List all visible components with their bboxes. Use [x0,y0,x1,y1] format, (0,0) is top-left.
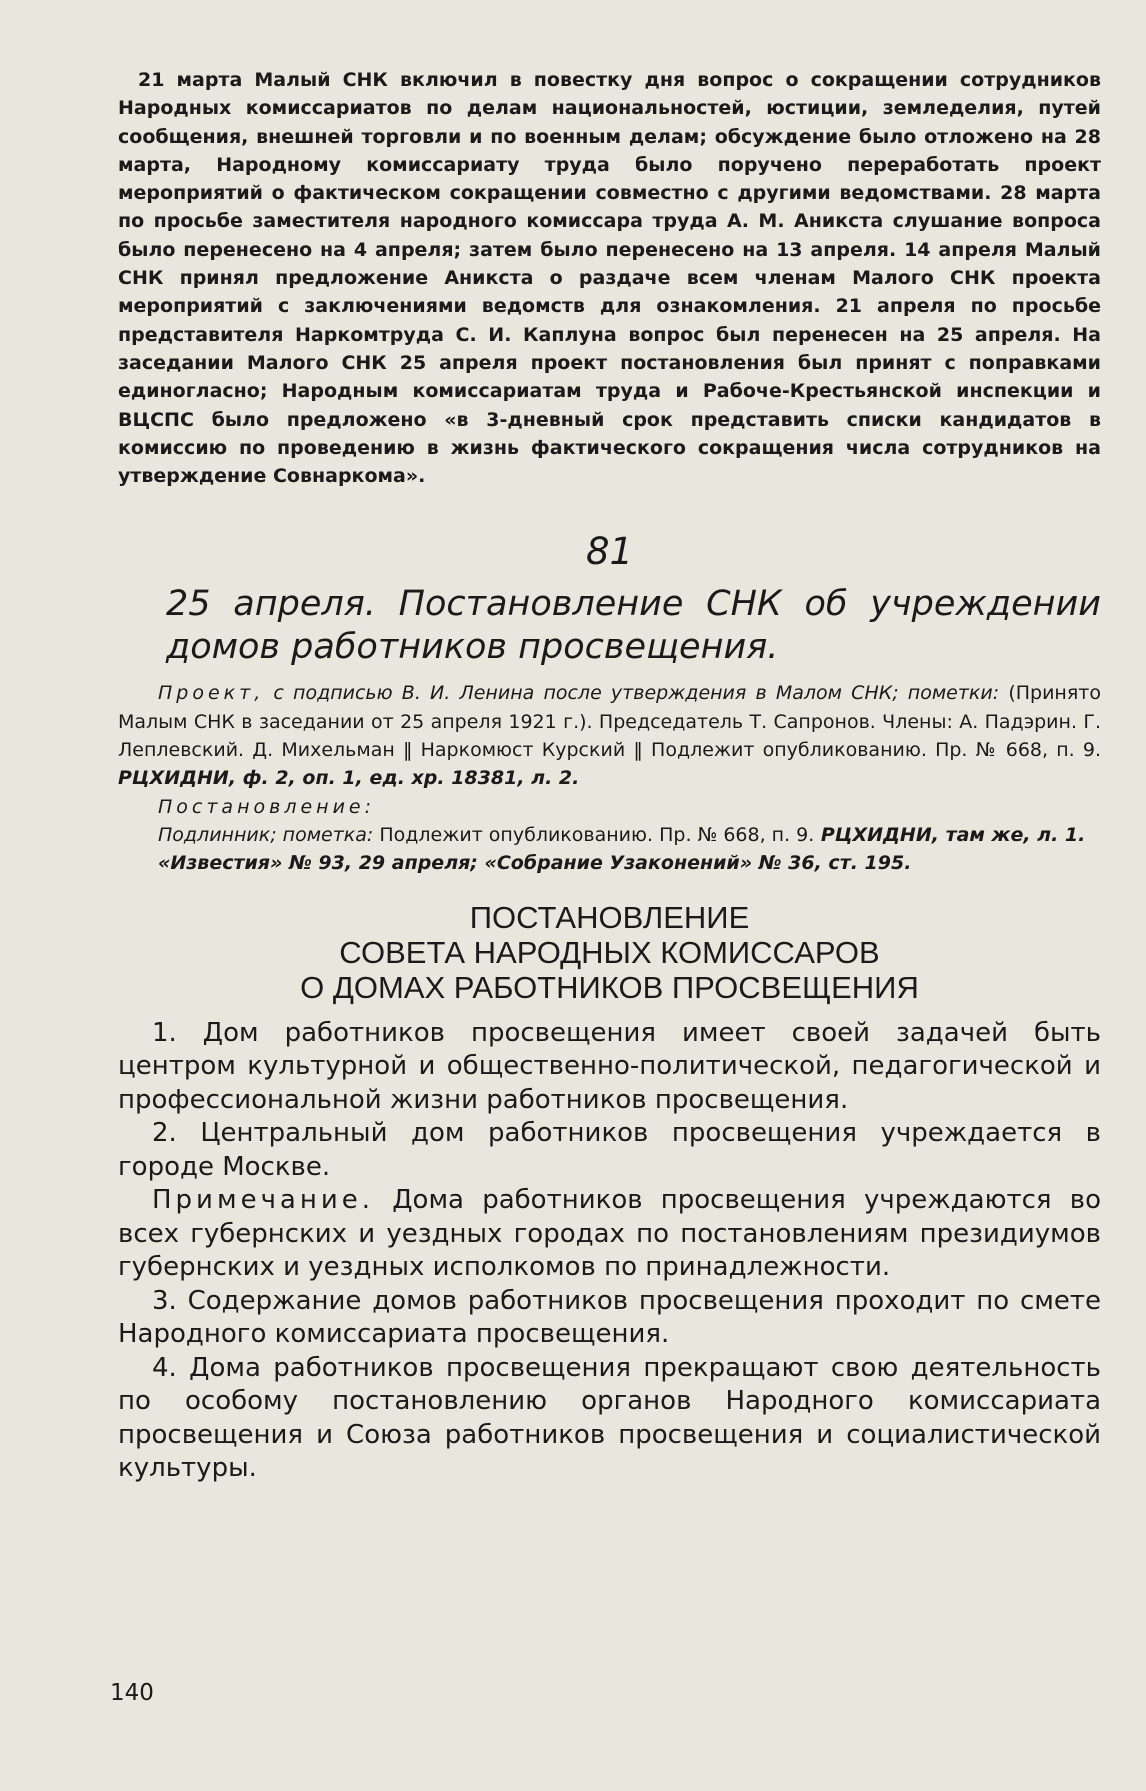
page-number: 140 [110,1680,154,1706]
decree-paragraph-2: 2. Центральный дом работников просвещения учреждается в городе Москве. [118,1118,1101,1182]
editorial-note: 21 марта Малый СНК включил в повестку дня вопрос о сокращении сотрудников Народных комиссариатов по делам национальностей, юстиции, земледелия, путей сообщения, внешней торговли и по военным делам; обсуждение было отложено на 28 марта, Народному комиссариату труда было поручено переработать проект мероприятий о фактическом сокращении совместно с другими ведомствами. 28 марта по просьбе заместителя народного комиссара труда А. М. Аникста слушание вопроса было перенесено на 4 апреля; затем было перенесено на 13 апреля. 14 апреля Малый СНК принял предложение Аникста о раздаче всем членам Малого СНК проекта мероприятий с заключениями ведомств для ознакомления. 21 апреля по просьбе представителя Наркомтруда С. И. Каплуна вопрос был перенесен на 25 апреля. На заседании Малого СНК 25 апреля проект постановления был принят с поправками единогласно; Народным комиссариатам труда и Рабоче-Крестьянской инспекции и ВЦСПС было предложено «в 3-дневный срок представить списки кандидатов в комиссию по проведению в жизнь фактического сокращения числа сотрудников на утверждение Совнаркома». [118,69,1101,488]
decree-body [118,1017,1101,1486]
decree-title-line: ПОСТАНОВЛЕНИЕ [469,899,750,935]
decree-title-line: О ДОМАХ РАБОТНИКОВ ПРОСВЕЩЕНИЯ [300,969,919,1005]
original-archive: РЦХИДНИ, там же, л. 1. [814,823,1086,846]
document-heading: 25 апреля. Постановление СНК об учреждении домов работников просвещения. [166,584,1101,668]
draft-notes: (Принято Малым СНК в заседании от 25 апреля 1921 г.). Председатель Т. Сапронов. Члены: А. Падэрин. Г. Леплевский. Д. Михельман ‖ Наркомюст Курский ‖ Подлежит опубликованию. Пр. № 668, п. 9. [118,682,1101,762]
decree-paragraph-1: 1. Дом работников просвещения имеет своей задачей быть центром культурной и общественно-политической, педагогической и профессиональной жизни работников просвещения. [118,1017,1101,1115]
draft-description: с подписью В. И. Ленина после утверждения в Малом СНК; пометки: [264,682,1000,705]
decree-paragraph-4: 4. Дома работников просвещения прекращают свою деятельность по особому постановлению органов Народного комиссариата просвещения и Союза работников просвещения и социалистической культуры. [118,1352,1101,1484]
source-references [118,679,1101,877]
original-source [118,821,1101,849]
document-number: 81 [585,530,634,574]
resolution-source [118,793,1101,821]
decree-paragraph-3: 3. Содержание домов работников просвещения проходит по смете Народного комиссариата просвещения. [118,1285,1101,1350]
resolution-label: Постановление: [158,795,376,818]
decree-title-line: СОВЕТА НАРОДНЫХ КОМИССАРОВ [339,934,880,970]
draft-archive: РЦХИДНИ, ф. 2, оп. 1, ед. хр. 18381, л. 2. [118,767,580,790]
decree-note [118,1184,1101,1285]
original-notes: Подлежит опубликованию. Пр. № 668, п. 9. [373,823,815,846]
publication-source: «Известия» № 93, 29 апреля; «Собрание Узаконений» № 36, ст. 195. [158,852,912,875]
decree-title [118,900,1101,1005]
draft-source [118,679,1101,792]
decree-note-text: Дома работников просвещения учреждаются во всех губернских и уездных городах по постановлениям президиумов губернских и уездных исполкомов по принадлежности. [118,1185,1101,1283]
original-label: Подлинник; пометка: [158,823,374,846]
draft-label: Проект, [158,682,265,705]
decree-note-label: Примечание. [152,1185,375,1216]
